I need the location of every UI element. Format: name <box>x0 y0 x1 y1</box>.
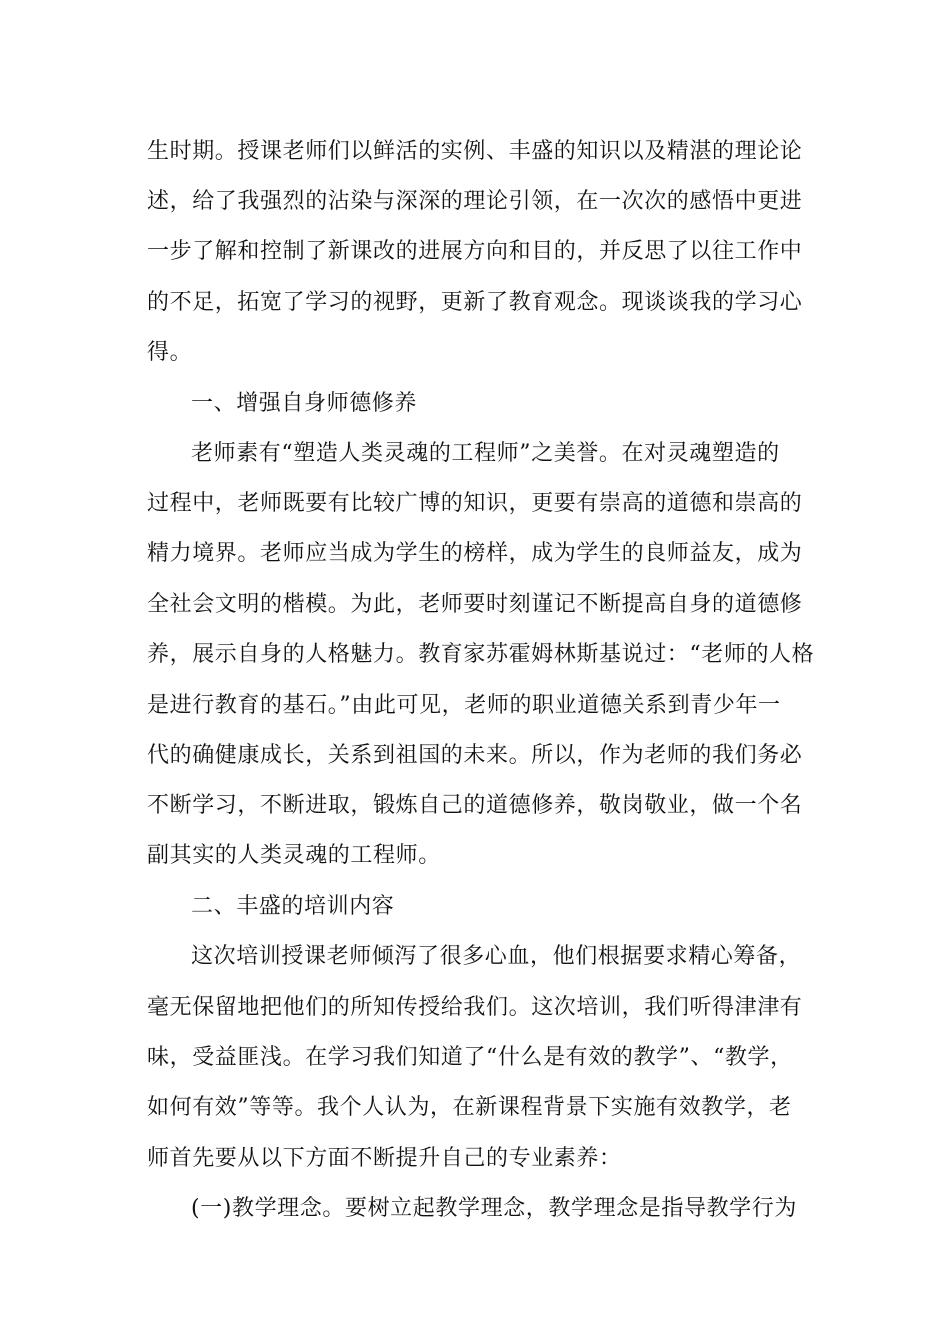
paragraph-line: 的不足，拓宽了学习的视野，更新了教育观念。现谈谈我的学习心 <box>147 290 803 315</box>
paragraph-line: 师首先要从以下方面不断提升自己的专业素养： <box>147 1146 622 1171</box>
subsection-heading: (一)教学理念。要树立起教学理念，教学理念是指导教学行为 <box>191 1196 797 1221</box>
paragraph-line: 如何有效”等等。我个人认为，在新课程背景下实施有效教学，老 <box>147 1095 792 1120</box>
paragraph-line: 这次培训授课老师倾泻了很多心血，他们根据要求精心筹备， <box>191 944 802 969</box>
section-heading: 一、增强自身师德修养 <box>191 391 418 416</box>
paragraph-line: 过程中，老师既要有比较广博的知识，更要有崇高的道德和崇高的 <box>147 491 803 516</box>
paragraph-line: 副其实的人类灵魂的工程师。 <box>147 843 441 868</box>
paragraph-line: 味，受益匪浅。在学习我们知道了“什么是有效的教学”、“教学， <box>147 1045 793 1070</box>
paragraph-line: 不断学习，不断进取，锻炼自己的道德修养，敬岗敬业，做一个名 <box>147 793 803 818</box>
paragraph-line: 是进行教育的基石。”由此可见，老师的职业道德关系到青少年一 <box>147 693 781 718</box>
paragraph-line: 得。 <box>147 340 193 365</box>
paragraph-line: 生时期。授课老师们以鲜活的实例、丰盛的知识以及精湛的理论论 <box>147 139 803 164</box>
paragraph-line: 精力境界。老师应当成为学生的榜样，成为学生的良师益友，成为 <box>147 541 803 566</box>
paragraph-line: 全社会文明的楷模。为此，老师要时刻谨记不断提高自身的道德修 <box>147 592 803 617</box>
paragraph-line: 老师素有“塑造人类灵魂的工程师”之美誉。在对灵魂塑造的 <box>191 441 780 466</box>
section-heading: 二、丰盛的培训内容 <box>191 894 395 919</box>
paragraph-line: 述，给了我强烈的沾染与深深的理论引领，在一次次的感悟中更进 <box>147 189 803 214</box>
paragraph-line: 一步了解和控制了新课改的进展方向和目的，并反思了以往工作中 <box>147 239 803 264</box>
paragraph-line: 代的确健康成长，关系到祖国的未来。所以，作为老师的我们务必 <box>147 743 803 768</box>
paragraph-line: 养，展示自身的人格魅力。教育家苏霍姆林斯基说过：“老师的人格 <box>147 642 815 667</box>
paragraph-line: 毫无保留地把他们的所知传授给我们。这次培训，我们听得津津有 <box>147 995 803 1020</box>
